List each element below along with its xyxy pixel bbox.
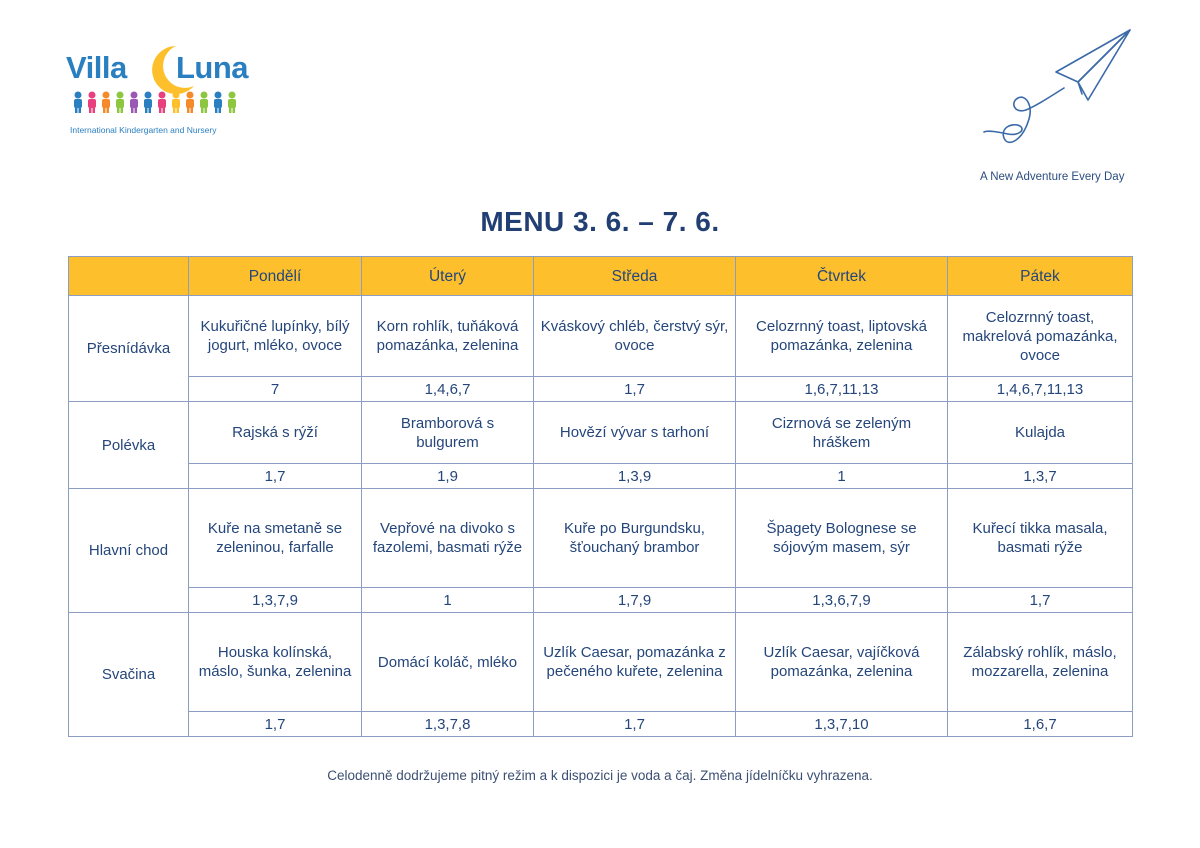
dish-cell: Bramborová s bulgurem [362, 402, 534, 464]
row-label: Přesnídávka [69, 296, 189, 402]
logo-word-luna: Luna [176, 50, 249, 85]
table-header-row [69, 257, 1133, 296]
allergen-cell: 1,7,9 [534, 588, 736, 613]
allergen-cell: 1,3,7 [948, 464, 1133, 489]
allergen-cell: 1,3,7,9 [189, 588, 362, 613]
table-row [69, 489, 1133, 588]
allergen-cell: 1,3,6,7,9 [736, 588, 948, 613]
dish-cell: Celozrnný toast, makrelová pomazánka, ovoce [948, 296, 1133, 377]
dish-cell: Vepřové na divoko s fazolemi, basmati rýže [362, 489, 534, 588]
allergen-cell: 1,4,6,7,11,13 [948, 377, 1133, 402]
allergen-cell: 1,3,7,10 [736, 712, 948, 737]
table-row [69, 402, 1133, 464]
allergen-cell: 1,7 [948, 588, 1133, 613]
allergen-cell: 1,6,7 [948, 712, 1133, 737]
table-row-allergens [69, 588, 1133, 613]
dish-cell: Celozrnný toast, liptovská pomazánka, zelenina [736, 296, 948, 377]
table-row-allergens [69, 712, 1133, 737]
dish-cell: Uzlík Caesar, vajíčková pomazánka, zelenina [736, 613, 948, 712]
dish-cell: Kuře po Burgundsku, šťouchaný brambor [534, 489, 736, 588]
dish-cell: Uzlík Caesar, pomazánka z pečeného kuřete, zelenina [534, 613, 736, 712]
allergen-cell: 1 [736, 464, 948, 489]
table-row [69, 296, 1133, 377]
page-title: MENU 3. 6. – 7. 6. [480, 206, 720, 237]
dish-cell: Houska kolínská, máslo, šunka, zelenina [189, 613, 362, 712]
children-figures-icon [70, 90, 242, 114]
dish-cell: Kváskový chléb, čerstvý sýr, ovoce [534, 296, 736, 377]
dish-cell: Špagety Bolognese se sójovým masem, sýr [736, 489, 948, 588]
dish-cell: Hovězí vývar s tarhoní [534, 402, 736, 464]
allergen-cell: 1,7 [189, 712, 362, 737]
dish-cell: Kukuřičné lupínky, bílý jogurt, mléko, ovoce [189, 296, 362, 377]
footnote: Celodenně dodržujeme pitný režim a k dispozici je voda a čaj. Změna jídelníčku vyhrazena. [327, 768, 873, 783]
allergen-cell: 1,7 [534, 712, 736, 737]
allergen-cell: 1,4,6,7 [362, 377, 534, 402]
allergen-cell: 1 [362, 588, 534, 613]
menu-table [68, 256, 1133, 737]
header-corner [69, 257, 189, 296]
dish-cell: Domácí koláč, mléko [362, 613, 534, 712]
paper-plane-icon [978, 26, 1138, 158]
header-wednesday: Středa [534, 257, 736, 296]
allergen-cell: 1,3,7,8 [362, 712, 534, 737]
table-row [69, 613, 1133, 712]
villa-luna-logo [64, 40, 254, 140]
row-label: Hlavní chod [69, 489, 189, 613]
dish-cell: Cizrnová se zeleným hráškem [736, 402, 948, 464]
logo-tagline: International Kindergarten and Nursery [70, 125, 217, 135]
header-friday: Pátek [948, 257, 1133, 296]
row-label: Polévka [69, 402, 189, 489]
header-thursday: Čtvrtek [736, 257, 948, 296]
dish-cell: Zálabský rohlík, máslo, mozzarella, zelenina [948, 613, 1133, 712]
logo-word-villa: Villa [66, 50, 127, 85]
allergen-cell: 1,7 [534, 377, 736, 402]
allergen-cell: 7 [189, 377, 362, 402]
header-monday: Pondělí [189, 257, 362, 296]
dish-cell: Korn rohlík, tuňáková pomazánka, zelenina [362, 296, 534, 377]
slogan: A New Adventure Every Day [980, 171, 1125, 183]
dish-cell: Kulajda [948, 402, 1133, 464]
table-row-allergens [69, 377, 1133, 402]
dish-cell: Kuře na smetaně se zeleninou, farfalle [189, 489, 362, 588]
table-row-allergens [69, 464, 1133, 489]
allergen-cell: 1,7 [189, 464, 362, 489]
dish-cell: Rajská s rýží [189, 402, 362, 464]
row-label: Svačina [69, 613, 189, 737]
allergen-cell: 1,3,9 [534, 464, 736, 489]
allergen-cell: 1,6,7,11,13 [736, 377, 948, 402]
dish-cell: Kuřecí tikka masala, basmati rýže [948, 489, 1133, 588]
allergen-cell: 1,9 [362, 464, 534, 489]
header-tuesday: Úterý [362, 257, 534, 296]
